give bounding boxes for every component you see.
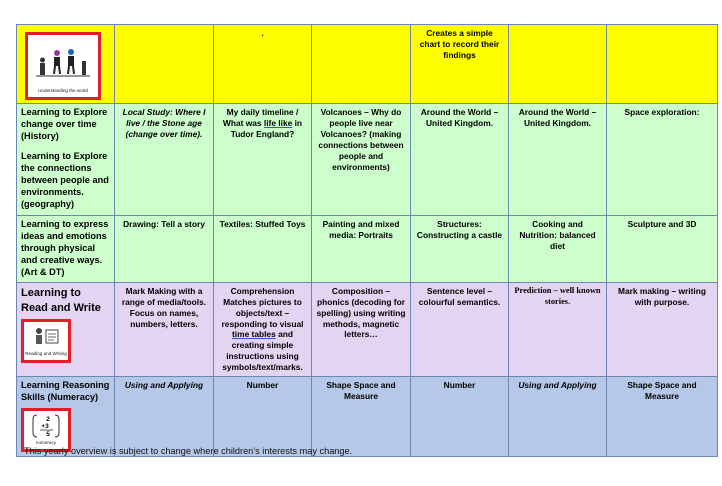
cell	[411, 377, 509, 457]
reading-writing-logo	[21, 319, 71, 363]
cell-text: Sentence level – colourful semantics.	[418, 285, 501, 307]
cell	[312, 282, 411, 376]
cell-text: Painting and mixed media: Portraits	[322, 219, 400, 240]
cell-text: My daily timeline / What was	[222, 107, 299, 128]
table-row	[17, 377, 718, 457]
yearly-overview-table	[16, 24, 718, 457]
cell	[115, 377, 214, 457]
cell	[509, 25, 607, 104]
table-row	[17, 282, 718, 376]
cell-text: Around the World – United Kingdom.	[420, 107, 499, 128]
cell	[411, 104, 509, 216]
cell-text: Space exploration:	[624, 107, 700, 117]
row-heading: Learning to Explore change over time (History)	[21, 107, 108, 141]
cell	[509, 377, 607, 457]
cell-text: Number	[246, 380, 279, 391]
cell	[509, 216, 607, 283]
row-heading: Learning to express ideas and emotions through physical and creative ways. (Art & DT)	[21, 219, 109, 277]
cell	[312, 25, 411, 104]
cell	[214, 104, 312, 216]
cell-text: and creating simple instructions using symbols/text/marks.	[222, 329, 303, 373]
cell	[214, 25, 312, 104]
cell	[312, 104, 411, 216]
cell	[214, 377, 312, 457]
cell-text: Local Study: Where I live / the Stone age (change over time).	[122, 107, 206, 139]
cell	[411, 282, 509, 376]
cell	[607, 104, 718, 216]
cell-text: Textiles: Stuffed Toys	[219, 219, 306, 229]
cell-text: Number	[443, 380, 476, 391]
math-digit: +3	[41, 423, 49, 431]
cell-text: Using and Applying	[124, 380, 204, 391]
cell	[115, 104, 214, 216]
cell-text: Mark Making with a range of media/tools. Focus on names, numbers, letters.	[121, 285, 207, 329]
cell	[115, 282, 214, 376]
cell	[607, 216, 718, 283]
cell	[115, 25, 214, 104]
logo-caption: Reading and Writing	[25, 351, 67, 357]
cell-text: Mark making – writing with purpose.	[618, 285, 706, 307]
cell-text: Comprehension Matches pictures to objects/text – responding to visual	[221, 285, 304, 329]
cell-text: Composition – phonics (decoding for spelling) using writing methods, magnetic letters…	[316, 285, 406, 340]
row-heading-numeracy	[17, 377, 115, 457]
table-row	[17, 25, 718, 104]
math-digit: 5	[46, 431, 50, 439]
cell-text: .	[261, 28, 264, 38]
cell	[214, 282, 312, 376]
cell-text: Shape Space and Measure	[627, 380, 697, 402]
cell	[312, 216, 411, 283]
cell-text-underlined: time tables	[232, 329, 276, 340]
cell-text: Structures: Constructing a castle	[416, 219, 503, 240]
cell	[509, 282, 607, 376]
cell	[411, 25, 509, 104]
logo-caption: Understanding the world	[38, 88, 88, 94]
understanding-world-cell	[17, 25, 115, 104]
cell-text: in Tudor England?	[230, 117, 303, 139]
cell-text: Cooking and Nutrition: balanced diet	[519, 219, 596, 251]
row-heading-art-dt	[17, 216, 115, 283]
cell-text: Sculpture and 3D	[627, 219, 697, 229]
cell	[214, 216, 312, 283]
cell-text-underlined: life like	[263, 117, 293, 128]
row-heading-history-geography	[17, 104, 115, 216]
math-digit: 2	[46, 416, 50, 424]
table-row	[17, 104, 718, 216]
cell-text: Volcanoes – Why do people live near Volcanoes? (making connections between people and environments)	[318, 107, 404, 172]
row-heading-read-write	[17, 282, 115, 376]
cell	[411, 216, 509, 283]
row-heading: Learning to Explore the connections between people and environments. (geography)	[21, 150, 109, 209]
cell	[607, 25, 718, 104]
cell	[312, 377, 411, 457]
understanding-world-logo	[25, 32, 101, 100]
logo-caption: numeracy	[35, 440, 57, 446]
cell	[115, 216, 214, 283]
row-heading: Learning to Read and Write	[21, 286, 101, 314]
cell	[509, 104, 607, 216]
row-heading: Learning Reasoning Skills (Numeracy)	[21, 380, 110, 403]
cell-text: Shape Space and Measure	[326, 380, 396, 402]
cell	[607, 377, 718, 457]
cell-text: Around the World – United Kingdom.	[518, 107, 597, 128]
cell-text: Creates a simple chart to record their findings	[419, 28, 500, 60]
cell-text: Prediction – well known stories.	[514, 285, 601, 306]
footnote: This yearly overview is subject to change where children’s interests may change.	[24, 446, 353, 456]
cell-text: Drawing: Tell a story	[123, 219, 205, 229]
cell-text: Using and Applying	[518, 380, 597, 391]
table-row	[17, 216, 718, 283]
cell	[607, 282, 718, 376]
